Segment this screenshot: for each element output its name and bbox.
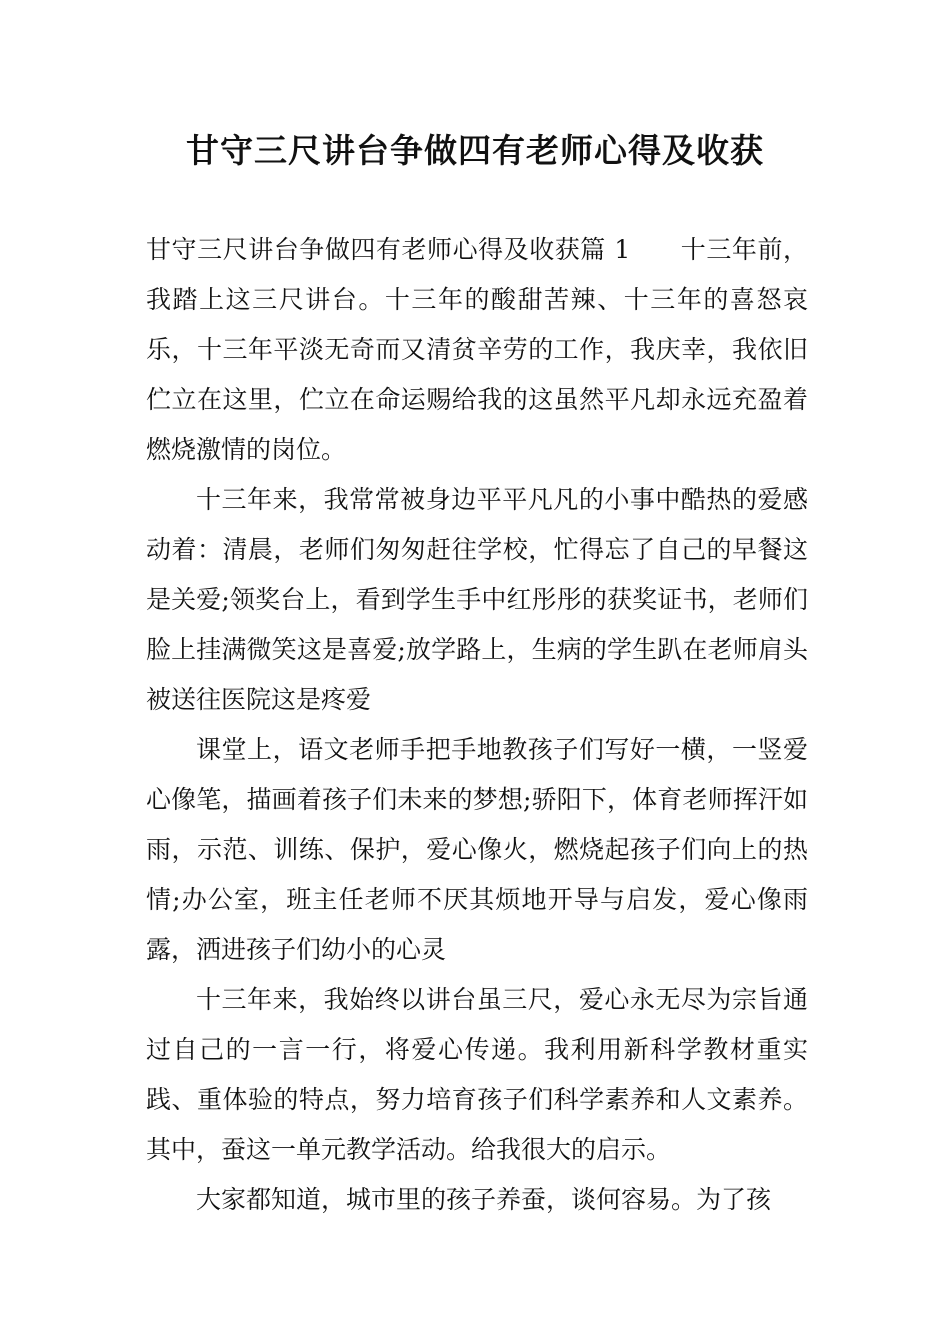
document-body (146, 225, 808, 1225)
paragraph-3: 课堂上，语文老师手把手地教孩子们写好一横，一竖爱心像笔，描画着孩子们未来的梦想;骄阳下，体育老师挥汗如雨，示范、训练、保护，爱心像火，燃烧起孩子们向上的热情;办公室，班主任老师不厌其烦地开导与启发，爱心像雨露，洒进孩子们幼小的心灵 (146, 735, 808, 964)
paragraph-5: 大家都知道，城市里的孩子养蚕，谈何容易。为了孩 (196, 1185, 772, 1214)
paragraph-2: 十三年来，我常常被身边平平凡凡的小事中酷热的爱感动着：清晨，老师们匆匆赶往学校，忙得忘了自己的早餐这是关爱;领奖台上，看到学生手中红彤彤的获奖证书，老师们脸上挂满微笑这是喜爱;放学路上，生病的学生趴在老师肩头被送往医院这是疼爱 (146, 485, 808, 714)
paragraph-1 (146, 225, 808, 475)
paragraph-4: 十三年来，我始终以讲台虽三尺，爱心永无尽为宗旨通过自己的一言一行，将爱心传递。我利用新科学教材重实践、重体验的特点，努力培育孩子们科学素养和人文素养。其中，蚕这一单元教学活动。给我很大的启示。 (146, 985, 808, 1164)
page-title: 甘守三尺讲台争做四有老师心得及收获 (186, 131, 764, 170)
paragraph-1-text: 十三年前，我踏上这三尺讲台。十三年的酸甜苦辣、十三年的喜怒哀乐，十三年平淡无奇而又清贫辛劳的工作，我庆幸，我依旧伫立在这里，伫立在命运赐给我的这虽然平凡却永远充盈着燃烧激情的岗位。 (146, 235, 808, 464)
section-heading: 甘守三尺讲台争做四有老师心得及收获篇 1 (146, 235, 631, 264)
